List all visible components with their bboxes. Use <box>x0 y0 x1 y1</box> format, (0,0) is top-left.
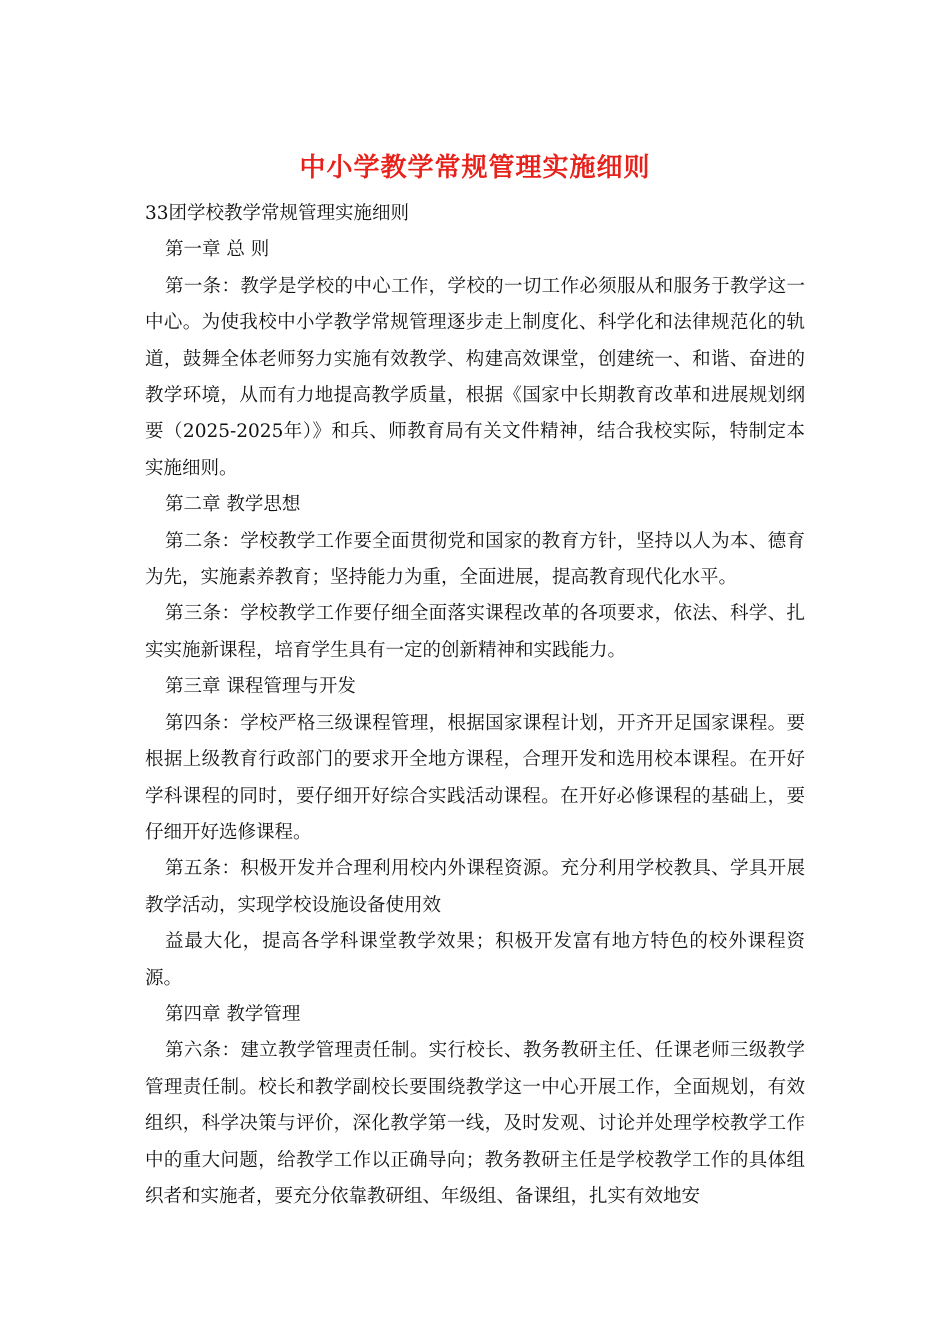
article-paragraph: 第五条：积极开发并合理利用校内外课程资源。充分利用学校教具、学具开展教学活动，实现学校设施设备使用效 <box>145 858 805 916</box>
chapter-heading: 第四章 教学管理 <box>165 1003 301 1025</box>
document-subtitle: 33团学校教学常规管理实施细则 <box>145 203 410 224</box>
document-body <box>145 196 805 1215</box>
article-paragraph: 益最大化，提高各学科课堂教学效果；积极开发富有地方特色的校外课程资源。 <box>145 931 805 989</box>
article-paragraph: 第三条：学校教学工作要仔细全面落实课程改革的各项要求，依法、科学、扎实实施新课程，培育学生具有一定的创新精神和实践能力。 <box>145 603 805 661</box>
article-paragraph: 第一条：教学是学校的中心工作，学校的一切工作必须服从和服务于教学这一中心。为使我校中小学教学常规管理逐步走上制度化、科学化和法律规范化的轨道，鼓舞全体老师努力实施有效教学、构建高效课堂，创建统一、和谐、奋进的教学环境，从而有力地提高教学质量，根据《国家中长期教育改革和进展规划纲要（2025-2025年）》和兵、师教育局有关文件精神，结合我校实际，特制定本实施细则。 <box>145 275 805 479</box>
chapter-heading: 第二章 教学思想 <box>165 494 301 516</box>
chapter-heading: 第一章 总 则 <box>165 239 270 261</box>
document-title: 中小学教学常规管理实施细则 <box>299 153 651 183</box>
article-paragraph: 第六条：建立教学管理责任制。实行校长、教务教研主任、任课老师三级教学管理责任制。校长和教学副校长要围绕教学这一中心开展工作，全面规划，有效组织，科学决策与评价，深化教学第一线，及时发观、讨论并处理学校教学工作中的重大问题，给教学工作以正确导向；教务教研主任是学校教学工作的具体组织者和实施者，要充分依靠教研组、年级组、备课组，扎实有效地安 <box>145 1040 805 1207</box>
chapter-heading: 第三章 课程管理与开发 <box>165 676 356 698</box>
article-paragraph: 第二条：学校教学工作要全面贯彻党和国家的教育方针，坚持以人为本、德育为先，实施素养教育；坚持能力为重，全面进展，提高教育现代化水平。 <box>145 530 805 589</box>
article-paragraph: 第四条：学校严格三级课程管理，根据国家课程计划，开齐开足国家课程。要根据上级教育行政部门的要求开全地方课程，合理开发和选用校本课程。在开好学科课程的同时，要仔细开好综合实践活动课程。在开好必修课程的基础上，要仔细开好选修课程。 <box>145 712 805 843</box>
